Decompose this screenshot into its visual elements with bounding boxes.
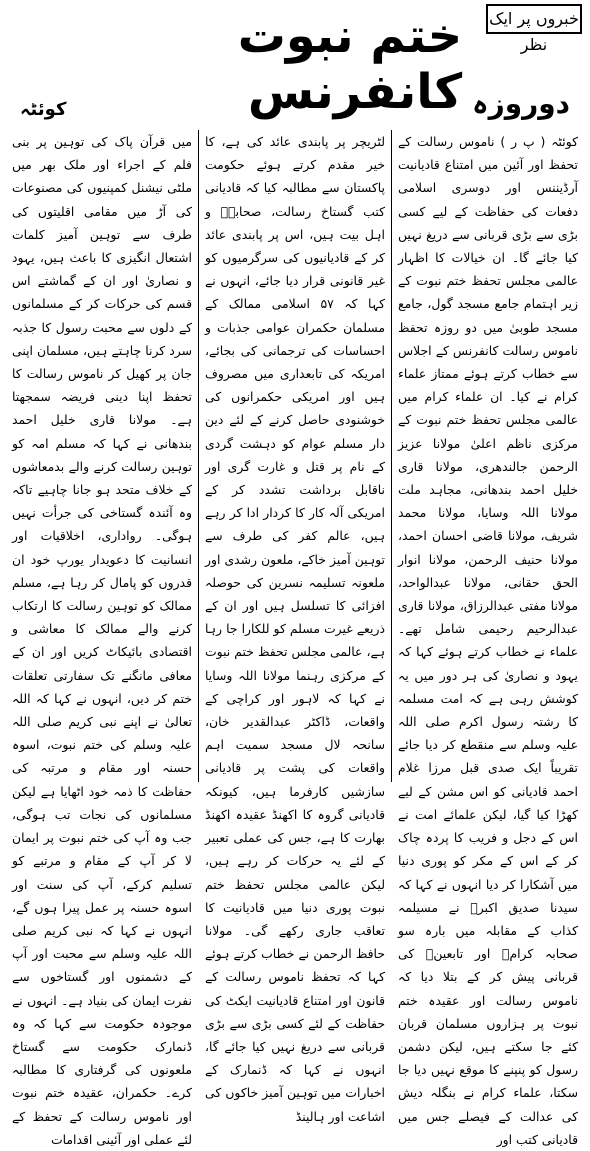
column-divider: [198, 130, 199, 782]
column-text: میں قرآن پاک کی توہین پر بنی فلم کے اجراء اور ملک بھر میں ملٹی نیشنل کمپنیوں کی مصنوعات کی آڑ میں مقامی اقلیتوں کی طرف سے توہین آمیز کلمات اشتعال انگیزی کا باعث ہیں، یہود و نصاریٰ اور ان کے گماشتے اس قسم کی حرکات کر کے مسلمانوں کے دلوں سے محبت رسول کا جذبہ سرد کرنا چاہتے ہیں، مسلمان اپنی جان پر کھیل کر ناموس رسالت کا تحفظ اپنا دینی فریضہ سمجھتا ہے۔ مولانا قاری خلیل احمد بندھانی نے کہا کہ مسلم امہ کو توہین رسالت کرنے والے بدمعاشوں کے خلاف متحد ہو جانا چاہیے تاکہ وہ آئندہ گستاخی کی جرأت نہیں ہوگی۔ رواداری، اخلاقیات اور انسانیت کا دعویدار یورپ خود ان قدروں کو پامال کر رہا ہے، مسلم ممالک کو توہین رسالت کا ارتکاب کرنے والے ممالک کا معاشی و اقتصادی بائیکاٹ کریں اور ان کے معافی مانگنے تک سفارتی تعلقات ختم کر دیں، انہوں نے کہا کہ اللہ تعالیٰ نے اپنے نبی کریم صلی اللہ علیہ وسلم کی ختم نبوت، اسوہ حسنہ اور مقام و مرتبہ کی حفاظت کا ذمہ خود اٹھایا ہے لیکن مسلمانوں کی نجات تب ہوگی، جب وہ آپ کی ختم نبوت پر ایمان لا کر آپ کے مقام و مرتبے کو تسلیم کرکے، آپ کی سنت اور اسوہ حسنہ پر عمل پیرا ہوں گے، انہوں نے کہا کہ نبی کریم صلی اللہ علیہ وسلم سے محبت اور آپ کے دشمنوں اور گستاخوں سے نفرت ایمان کی بنیاد ہے۔ انہوں نے موجودہ حکومت سے کہا کہ وہ ڈنمارک حکومت سے گستاخ ملعونوں کی گرفتاری کا مطالبہ کرے۔ حکمران، عقیدہ ختم نبوت اور ناموس رسالت کے تحفظ کے لئے عملی اور آئینی اقدامات: [12, 134, 192, 1147]
headline-suffix: کوئٹہ: [20, 99, 67, 120]
column-divider: [391, 130, 392, 782]
column-middle: [199, 130, 391, 1124]
article-columns: [6, 130, 584, 1147]
headline-main: ختم نبوت کانفرنس: [237, 8, 463, 120]
column-text: لٹریچر پر پابندی عائد کی ہے، کا خیر مقدم کرتے ہوئے حکومت پاکستان سے مطالبہ کیا کہ قادیانی کتب گستاخ رسالت، صحابہؓ و اہل بیت ہیں، اس پر پابندی عائد کر کے قادیانیوں کی سرگرمیوں کو غیر قانونی قرار دیا جائے، انہوں نے کہا کہ ۵۷ اسلامی ممالک کے مسلمان حکمران عوامی جذبات و احساسات کی ترجمانی کی بجائے، امریکہ کی تابعداری میں مصروف ہیں اور امریکی حکمرانوں کی خوشنودی حاصل کرنے کے لئے دین دار مسلم عوام کو دہشت گردی کے نام پر قتل و غارت گری اور ناقابل برداشت تشدد کر کے امریکی آلہ کار کا کردار ادا کر رہے ہیں، عالم کفر کی طرف سے توہین آمیز خاکے، ملعون رشدی اور ملعونہ تسلیمہ نسرین کی حوصلہ افزائی کا تسلسل ہیں اور ان کے ذریعے غیرت مسلم کو للکارا جا رہا ہے، عالمی مجلس تحفظ ختم نبوت کے مرکزی رہنما مولانا اللہ وسایا نے کہا کہ لاہور اور کراچی کے واقعات، ڈاکٹر عبدالقدیر خان، سانحہ لال مسجد سمیت اہم واقعات کی پشت پر قادیانی سازشیں کارفرما ہیں، کیونکہ قادیانی گروہ کا اکھنڈ عقیدہ اکھنڈ بھارت کا ہے، جس کی عملی تعبیر کے لئے یہ حرکات کر رہے ہیں، لیکن عالمی مجلس تحفظ ختم نبوت پوری دنیا میں قادیانیت کا تعاقب جاری رکھے گی۔ مولانا حافظ الرحمن نے خطاب کرتے ہوئے کہا کہ تحفظ ناموس رسالت کے قانون اور امتناع قادیانیت ایکٹ کی حفاظت کے لئے کسی بڑی سے بڑی قربانی سے دریغ نہیں کیا جائے گا، انہوں نے کہا کہ ڈنمارک کے اخبارات میں توہین آمیز خاکوں کی اشاعت اور ہالینڈ: [205, 134, 385, 1124]
column-text: کوئٹہ ( پ ر ) ناموس رسالت کے تحفظ اور آئین میں امتناع قادیانیت آرڈیننس اور دوسری اسلامی دفعات کی حفاظت کے لیے کسی بڑی سے بڑی قربانی سے دریغ نہیں کیا جائے گا۔ ان خیالات کا اظہار عالمی مجلس تحفظ ختم نبوت کے زیر اہتمام جامع مسجد گول، جامع مسجد طوبیٰ میں دو روزہ تحفظ ناموس رسالت کانفرنس کے اجلاس سے خطاب کرتے ہوئے ممتاز علماء کرام نے کیا۔ ان علماء کرام میں عالمی مجلس تحفظ ختم نبوت کے مرکزی ناظم اعلیٰ مولانا عزیز الرحمن جالندھری، مولانا قاری خلیل احمد بندھانی، مجاہد ملت مولانا اللہ وسایا، مولانا محمد شریف، مولانا قاضی احسان احمد، مولانا حنیف الرحمن، مولانا انوار الحق حقانی، مولانا عبدالواحد، مولانا مفتی عبدالرزاق، مولانا قاری عبدالرحیم رحیمی شامل تھے۔ علماء نے خطاب کرتے ہوئے کہا کہ یہود و نصاریٰ کی ہر دور میں یہ کوشش رہی ہے کہ امت مسلمہ کا رشتہ رسول اکرم صلی اللہ علیہ وسلم سے منقطع کر دیا جائے تقریباً ایک صدی قبل مرزا غلام احمد قادیانی کو اس مشن کے لیے کھڑا کیا گیا، لیکن علمائے امت نے اس کے دجل و فریب کا پردہ چاک کر کے اس کے مکر کو پوری دنیا میں آشکارا کر دیا انہوں نے کہا کہ سیدنا صدیق اکبرؓ نے مسیلمہ کذاب کے مقابلہ میں بارہ سو صحابہ کرامؓ اور تابعینؓ کی قربانی پیش کر کے بتلا دیا کہ ناموس رسالت اور عقیدہ ختم نبوت پر ہزاروں مسلمان قربان کئے جا سکتے ہیں، لیکن دشمن رسول کو پنپنے کا موقع نہیں دیا جا سکتا، علماء کرام نے بنگلہ دیش کی عدالت کے فیصلے جس میں قادیانی کتب اور: [398, 134, 578, 1147]
column-right: [392, 130, 584, 1147]
section-tag: خبروں پر ایک نظر: [486, 4, 582, 34]
column-left: [6, 130, 198, 1147]
headline-prefix: دوروزہ: [472, 87, 570, 120]
